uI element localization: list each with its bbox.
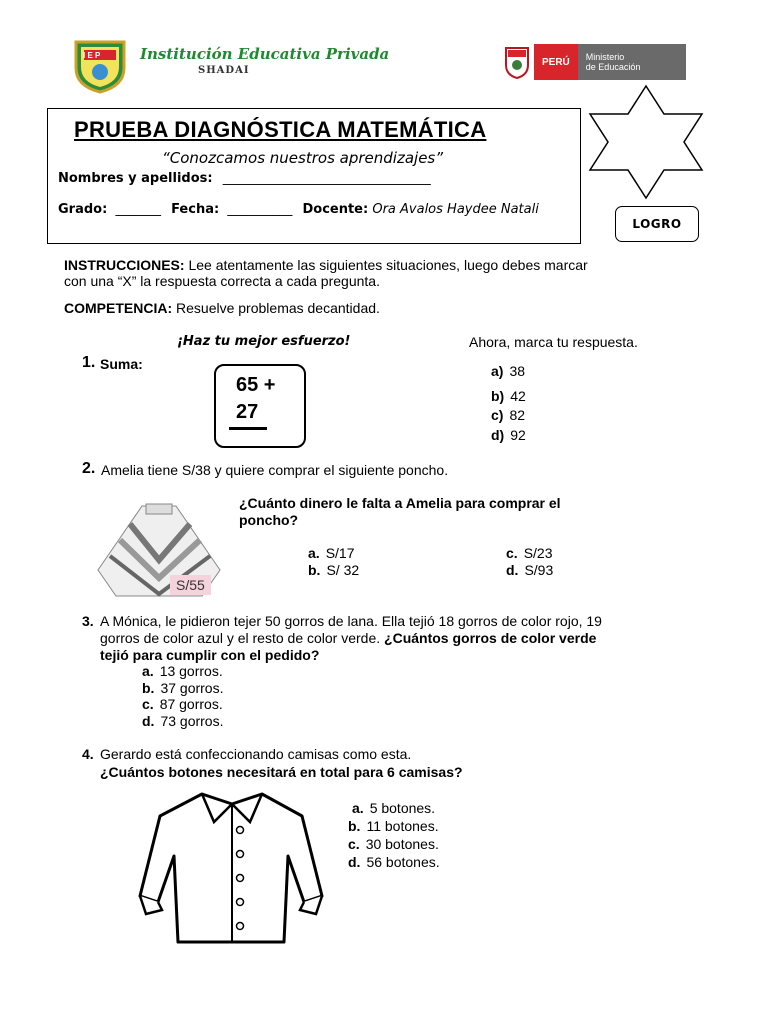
option-letter: b. [142,680,155,696]
question-3-line-3: tejió para cumplir con el pedido? [100,647,320,663]
option-letter: d. [142,713,155,729]
option-text: S/17 [325,545,355,561]
option-text: S/ 32 [326,562,360,578]
exam-subtitle: “Conozcamos nuestros aprendizajes” [162,149,444,167]
peru-label: PERÚ [534,44,578,80]
competence-text: Resuelve problemas decantidad. [176,300,380,316]
option-letter: c. [506,545,518,561]
option-letter: b. [348,818,361,834]
info-row [58,202,539,217]
question-3-option[interactable] [142,680,224,696]
option-text: S/93 [524,562,554,578]
competence-label: COMPETENCIA: [64,300,173,316]
option-letter: c. [142,696,154,712]
question-3-line-2-plain: gorros de color azul y el resto de color verde. [100,630,381,646]
option-letter: d) [491,427,505,443]
ministry-banner [534,44,686,80]
option-text: 92 [510,427,526,443]
question-3-line-2-bold: ¿Cuántos gorros de color verde [384,630,597,646]
option-text: 87 gorros. [159,696,223,712]
option-text: 37 gorros. [160,680,224,696]
question-2-option[interactable] [308,562,359,578]
question-2-prompt-2: poncho? [239,512,299,528]
mark-answer-text: Ahora, marca tu respuesta. [469,334,638,350]
question-3-line-2 [100,630,596,646]
question-1-number: 1. [82,354,96,371]
option-text: 38 [509,363,526,379]
school-name: Institución Educativa Privada [140,45,390,63]
question-2-option[interactable] [308,545,355,561]
question-2-option[interactable] [506,545,553,561]
option-text: 42 [510,388,526,404]
question-4-line-2: ¿Cuántos botones necesitará en total para 6 camisas? [100,764,463,780]
option-letter: d. [348,854,361,870]
question-4-option[interactable] [348,836,439,852]
question-3-option[interactable] [142,696,223,712]
question-2-number: 2. [82,460,96,477]
option-letter: a. [308,545,320,561]
option-text: 5 botones. [369,800,436,816]
option-letter: c. [348,836,360,852]
question-4-number: 4. [82,746,94,762]
option-letter: b) [491,388,505,404]
question-3-option[interactable] [142,713,224,729]
question-1-option[interactable] [491,427,526,443]
instructions-text-2: con una “X” la respuesta correcta a cada pregunta. [64,273,380,289]
question-4-option[interactable] [348,818,439,834]
option-letter: d. [506,562,519,578]
sum-underline [229,427,267,430]
option-letter: a. [142,663,154,679]
names-label: Nombres y apellidos: [58,171,213,186]
school-subtitle: SHADAI [198,65,250,76]
star-score-icon [584,84,708,200]
teacher-value: Ora Avalos Haydee Natali [372,202,539,217]
instructions-line-1 [64,257,660,273]
option-letter: a) [491,363,504,379]
ministry-line-2: de Educación [585,62,641,72]
exam-title: PRUEBA DIAGNÓSTICA MATEMÁTICA [74,117,487,142]
question-1-label: Suma: [100,356,143,372]
logo-text: I E P [83,51,101,60]
option-text: S/23 [523,545,553,561]
option-text: 13 gorros. [159,663,223,679]
names-input[interactable]: ________________________________ [222,171,431,186]
names-row [58,171,431,186]
question-3-line-1: A Mónica, le pidieron tejer 50 gorros de lana. Ella tejió 18 gorros de color rojo, 19 [100,613,602,629]
instructions-label: INSTRUCCIONES: [64,257,185,273]
question-1-option[interactable] [491,388,526,404]
sum-line-1: 65 + [236,374,276,396]
teacher-label: Docente: [302,202,369,217]
question-3-number: 3. [82,613,94,629]
question-2-prompt-1: ¿Cuánto dinero le falta a Amelia para comprar el [239,495,561,511]
logro-badge: LOGRO [615,206,699,242]
option-letter: a. [352,800,364,816]
option-letter: b. [308,562,321,578]
question-4-line-1: Gerardo está confeccionando camisas como esta. [100,746,412,762]
question-1-option[interactable] [491,407,525,423]
date-input[interactable]: __________ [227,202,293,217]
question-2-option[interactable] [506,562,553,578]
grade-input[interactable]: _______ [115,202,161,217]
sum-line-2: 27 [236,401,259,423]
effort-message: ¡Haz tu mejor esfuerzo! [177,334,351,349]
question-4-option[interactable] [352,800,435,816]
competence-line [64,300,380,316]
peru-shield-icon [503,45,531,79]
school-logo [72,38,128,94]
option-text: 82 [509,407,526,423]
price-tag: S/55 [170,575,211,595]
shirt-image [132,786,330,948]
question-3-option[interactable] [142,663,223,679]
option-text: 11 botones. [366,818,439,834]
option-text: 73 gorros. [160,713,224,729]
option-letter: c) [491,407,504,423]
instructions-text-1: Lee atentamente las siguientes situaciones, luego debes marcar [188,257,588,273]
grade-label: Grado: [58,202,108,217]
question-4-option[interactable] [348,854,440,870]
question-1-option[interactable] [491,363,525,379]
ministry-line-1: Ministerio [585,52,625,62]
date-label: Fecha: [171,202,220,217]
question-2-text: Amelia tiene S/38 y quiere comprar el siguiente poncho. [101,462,449,478]
option-text: 30 botones. [365,836,439,852]
option-text: 56 botones. [366,854,440,870]
ministry-label [578,44,686,80]
